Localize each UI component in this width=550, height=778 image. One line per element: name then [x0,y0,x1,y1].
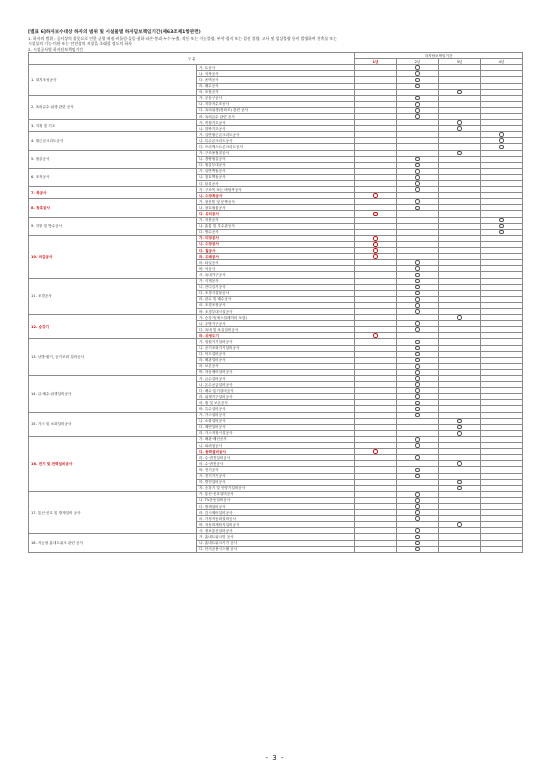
header-year-1: 1년 [355,59,397,65]
item-label: 가. 배관·배선공사 [197,436,355,442]
year-4-cell [481,546,523,552]
circle-mark-icon [415,273,420,278]
item-label: 아. 발전설비공사 [197,479,355,485]
circle-mark-icon [457,480,462,485]
circle-mark-icon [415,407,420,412]
item-label: 나. TV공동설비공사 [197,497,355,503]
item-label: 라. 옥외급수 관련 공사 [197,113,355,119]
circle-mark-icon [415,510,420,515]
item-label: 라. 감시제어설비공사 [197,510,355,516]
circle-mark-icon [373,333,378,338]
item-label: 나. 홈네트워크기기 공사 [197,540,355,546]
item-label: 가. 토공사 [197,65,355,71]
item-label: 다. 방수공사 [197,229,355,235]
item-label: 마. 수·변전공사 [197,461,355,467]
circle-mark-icon [457,120,462,125]
item-label: 가. 급수설비공사 [197,376,355,382]
item-label: 가. 창문틀 및 문짝공사 [197,199,355,205]
item-label: 가. 구조목 또는 바탕목공사 [197,187,355,193]
item-label: 라. 관수 및 배수공사 [197,296,355,302]
circle-mark-icon [457,431,462,436]
category-name: 10. 마감공사 [29,235,197,278]
category-name: 11. 조경공사 [29,278,197,315]
circle-mark-icon [457,425,462,430]
circle-mark-icon [415,163,420,168]
item-label: 나. 석축공사 [197,71,355,77]
circle-mark-icon [415,535,420,540]
circle-mark-icon [415,474,420,479]
circle-mark-icon [415,84,420,89]
item-label: 가. 공동구공사 [197,95,355,101]
item-label: 가. 홈네트워크망 공사 [197,534,355,540]
circle-mark-icon [415,382,420,387]
item-label: 나. 공기조화기기설비공사 [197,345,355,351]
page-number: - 3 - [265,754,285,762]
category-name: 16. 전기 및 전력설비공사 [29,436,197,491]
circle-mark-icon [415,455,420,460]
circle-mark-icon [415,492,420,497]
item-label: 다. 동력설비공사 [197,449,355,455]
category-name: 13. 난방·환기, 공기조화 설비공사 [29,339,197,376]
circle-mark-icon [457,461,462,466]
circle-mark-icon [373,248,378,253]
circle-mark-icon [415,78,420,83]
category-name: 6. 조적공사 [29,168,197,186]
circle-mark-icon [415,175,420,180]
item-label: 다. 조경시설물공사 [197,290,355,296]
circle-mark-icon [457,522,462,527]
item-label: 가. 일반벽돌공사 [197,168,355,174]
item-label: 사. 정보통신설비공사 [197,528,355,534]
item-label: 라. 도배공사 [197,254,355,260]
category-name: 3. 지정 및 기초 [29,120,197,132]
note-line-2: 시설물의 기능·미관 또는 안전상의 지장을 초래할 정도의 하자 [28,41,132,47]
circle-mark-icon [415,413,420,418]
item-label: 가. 지붕공사 [197,217,355,223]
circle-mark-icon [415,157,420,162]
circle-mark-icon [415,346,420,351]
category-name: 2. 옥외급수·위생 관련 공사 [29,95,197,119]
header-category: 구 분 [29,53,355,65]
item-label: 나. 피뢰침공사 [197,443,355,449]
header-year-2: 2년 [397,59,439,65]
item-label: 바. 자동화재탐지설비공사 [197,522,355,528]
circle-mark-icon [457,90,462,95]
category-name: 5. 철골공사 [29,150,197,168]
item-label: 마. 포장공사 [197,89,355,95]
year-1-cell [355,546,397,552]
circle-mark-icon [415,96,420,101]
item-label: 라. 가스저장시설공사 [197,430,355,436]
circle-mark-icon [415,547,420,552]
category-name: 12. 승강기 [29,315,197,339]
item-label: 바. 전기공사 [197,467,355,473]
item-label: 다. 블록공사 [197,181,355,187]
item-label: 바. 석공사 [197,266,355,272]
circle-mark-icon [415,504,420,509]
item-label: 나. 잔디심기공사 [197,284,355,290]
circle-mark-icon [499,132,504,137]
item-label: 나. 소화설비공사 [197,418,355,424]
category-name: 14. 급·배수·위생설비공사 [29,376,197,413]
circle-mark-icon [373,193,378,198]
circle-mark-icon [415,169,420,174]
item-label: 가. 열원기기설비공사 [197,339,355,345]
circle-mark-icon [415,541,420,546]
circle-mark-icon [415,358,420,363]
item-label: 다. 제연설비공사 [197,424,355,430]
circle-mark-icon [415,114,420,119]
circle-mark-icon [457,486,462,491]
item-label: 나. 창호철물공사 [197,205,355,211]
circle-mark-icon [415,206,420,211]
circle-mark-icon [415,401,420,406]
item-label: 가. 가스설비공사 [197,412,355,418]
circle-mark-icon [415,297,420,302]
circle-mark-icon [499,145,504,150]
circle-mark-icon [415,309,420,314]
item-label: 다. 덕트설비공사 [197,351,355,357]
circle-mark-icon [415,364,420,369]
circle-mark-icon [415,260,420,265]
item-label: 다. 방재설비공사 [197,503,355,509]
circle-mark-icon [415,303,420,308]
item-label: 가. 통신·신호설비공사 [197,491,355,497]
category-name: 1. 대지조성공사 [29,65,197,95]
circle-mark-icon [415,327,420,332]
warranty-period-table [28,52,523,553]
circle-mark-icon [499,224,504,229]
item-label: 라. 배수공사 [197,83,355,89]
item-label: 사. 전기기기공사 [197,473,355,479]
item-label: 라. 위생기구설비공사 [197,394,355,400]
item-label: 다. 옥내 및 욕실설비공사 [197,327,355,333]
circle-mark-icon [373,212,378,217]
circle-mark-icon [415,285,420,290]
document-page [28,30,522,553]
item-label: 가. 일반철근콘크리트공사 [197,132,355,138]
header-year-3: 3년 [439,59,481,65]
item-label: 바. 자동제어설비공사 [197,369,355,375]
circle-mark-icon [499,138,504,143]
category-name: 15. 가스 및 소화설비공사 [29,412,197,436]
circle-mark-icon [415,437,420,442]
item-label: 다. 프리캐스트콘크리트공사 [197,144,355,150]
item-label: 나. 지하저수조공사 [197,101,355,107]
header-period: 하자담보책임기간 [355,53,523,59]
item-label: 마. 가정자동화설비공사 [197,516,355,522]
table-body [29,65,523,553]
circle-mark-icon [415,321,420,326]
document-title: [별표 6]하자보수대상 하자의 범위 및 시설물별 하자담보책임기간(제63조제1항관련) [28,30,201,35]
circle-mark-icon [415,443,420,448]
circle-mark-icon [373,449,378,454]
circle-mark-icon [415,71,420,76]
circle-mark-icon [415,108,420,113]
category-name: 7. 목공사 [29,187,197,199]
circle-mark-icon [415,199,420,204]
circle-mark-icon [373,254,378,259]
circle-mark-icon [457,315,462,320]
circle-mark-icon [499,218,504,223]
category-name: 18. 지능형 홈네트워크 관련 공사 [29,534,197,552]
circle-mark-icon [415,340,420,345]
circle-mark-icon [415,388,420,393]
circle-mark-icon [457,419,462,424]
note-line-3: 2. 시설공사별 하자담보책임기간 [28,46,84,52]
item-label: 바. 조경부대시설공사 [197,308,355,314]
circle-mark-icon [415,181,420,186]
circle-mark-icon [457,126,462,131]
item-label: 가. 식재공사 [197,278,355,284]
circle-mark-icon [373,236,378,241]
item-label: 나. 수장공사 [197,241,355,247]
year-3-cell [439,546,481,552]
item-label: 마. 조경포장공사 [197,302,355,308]
circle-mark-icon [415,187,420,192]
circle-mark-icon [457,151,462,156]
item-label: 나. 수장목공사 [197,193,355,199]
item-label: 나. 경량철골공사 [197,156,355,162]
item-label: 가. 미장공사 [197,235,355,241]
header-year-4: 4년 [481,59,523,65]
circle-mark-icon [415,370,420,375]
category-name: 17. 통신·신호 및 방재설비 공사 [29,491,197,534]
item-label: 나. 점토벽돌공사 [197,174,355,180]
item-label: 라. 위생도기 [197,333,355,339]
circle-mark-icon [415,498,420,503]
item-label: 마. 보온공사 [197,363,355,369]
item-label: 가. 승강기(에스컬레이터 포함) [197,315,355,321]
item-label: 나. 특수콘크리트공사 [197,138,355,144]
circle-mark-icon [373,242,378,247]
item-label: 마. 타일공사 [197,260,355,266]
item-label: 사. 옥내가구공사 [197,272,355,278]
item-label: 다. 옥외위생(정화조) 관련 공사 [197,107,355,113]
item-label: 다. 옹벽공사 [197,77,355,83]
item-label: 다. 철골부대공사 [197,162,355,168]
item-label: 가. 직접기초공사 [197,120,355,126]
circle-mark-icon [415,266,420,271]
category-name: 4. 철근콘크리트공사 [29,132,197,150]
circle-mark-icon [415,291,420,296]
category-name: 8. 창호공사 [29,199,197,217]
circle-mark-icon [415,376,420,381]
circle-mark-icon [415,65,420,70]
circle-mark-icon [415,352,420,357]
item-label: 나. 온수공급설비공사 [197,382,355,388]
category-name: 9. 지붕 및 방수공사 [29,217,197,235]
circle-mark-icon [415,279,420,284]
circle-mark-icon [415,102,420,107]
circle-mark-icon [415,528,420,533]
item-label: 자. 승강기 및 인양기설비공사 [197,485,355,491]
item-label: 가. 구조용철골공사 [197,150,355,156]
circle-mark-icon [415,516,420,521]
item-label: 다. 유리공사 [197,211,355,217]
item-label: 다. 배수·통기설비공사 [197,388,355,394]
item-label: 나. 말뚝기초공사 [197,126,355,132]
item-label: 마. 철 및 보온공사 [197,400,355,406]
year-2-cell [397,546,439,552]
item-label: 다. 단지공용시스템 공사 [197,546,355,552]
item-label: 라. 배관설비공사 [197,357,355,363]
item-label: 다. 칠공사 [197,248,355,254]
item-label: 바. 특수설비공사 [197,406,355,412]
item-label: 라. 수·변전설비공사 [197,455,355,461]
item-label: 나. 홈통 및 우수관공사 [197,223,355,229]
circle-mark-icon [415,468,420,473]
item-label: 나. 주방기구공사 [197,321,355,327]
circle-mark-icon [499,230,504,235]
note-line-1: 1. 하자의 범위 : 공사상의 잘못으로 인한 균열·처짐·비틀림·들뜸·침하·파손·붕괴·누수·누출, 작동 또는 기능불량, 부착·접지 또는 결선 불량, 고사 및 입상불량 등이 발생하여 건축물 또는 [28,36,337,41]
circle-mark-icon [415,394,420,399]
